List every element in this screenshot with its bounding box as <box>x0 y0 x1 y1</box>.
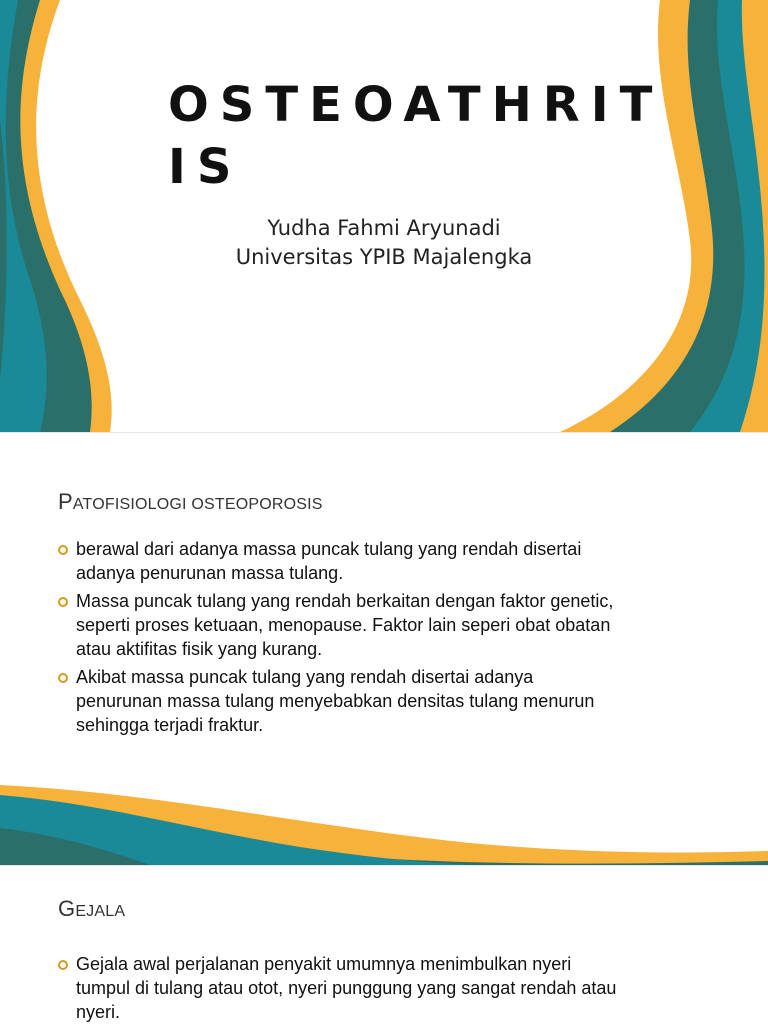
heading-text: EJALA <box>75 903 126 920</box>
bullet-icon <box>58 960 68 970</box>
heading-text: ATOFISIOLOGI OSTEOPOROSIS <box>72 496 323 513</box>
content-slide-gejala <box>0 866 768 1024</box>
slide-title <box>168 74 664 198</box>
title-line-1: OSTEOATHRIT <box>168 77 664 133</box>
title-line-2: IS <box>168 139 243 195</box>
bullet-icon <box>58 545 68 555</box>
content-slide-patofisiologi <box>0 433 768 865</box>
list-item: Massa puncak tulang yang rendah berkaitan dengan faktor genetic, seperti proses ketuaan, menopause. Faktor lain seperi obat obatan atau aktifitas fisik yang kurang. <box>58 589 618 661</box>
bullet-list <box>58 537 618 741</box>
bullet-list <box>58 952 618 1024</box>
list-item: Gejala awal perjalanan penyakit umumnya menimbulkan nyeri tumpul di tulang atau otot, nyeri punggung yang sangat rendah atau nyeri. <box>58 952 618 1024</box>
list-item: berawal dari adanya massa puncak tulang yang rendah disertai adanya penurunan massa tulang. <box>58 537 618 585</box>
author-name: Yudha Fahmi Aryunadi <box>267 216 501 240</box>
bullet-icon <box>58 597 68 607</box>
heading-initial: P <box>58 489 73 514</box>
slide-heading <box>58 896 125 922</box>
bullet-icon <box>58 673 68 683</box>
heading-initial: G <box>58 896 76 921</box>
slide-heading <box>58 489 323 515</box>
list-item: Akibat massa puncak tulang yang rendah disertai adanya penurunan massa tulang menyebabkan densitas tulang menurun sehingga terjadi fraktur. <box>58 665 618 737</box>
institution-name: Universitas YPIB Majalengka <box>235 245 533 269</box>
title-slide <box>0 0 768 432</box>
